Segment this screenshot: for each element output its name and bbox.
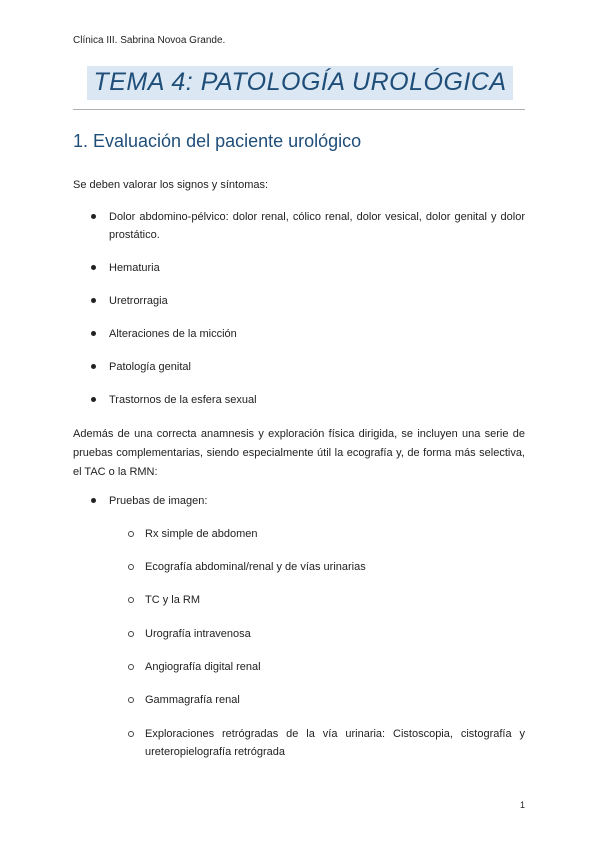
body-paragraph: Además de una correcta anamnesis y exploración física dirigida, se incluyen una serie de pruebas complementarias, siendo especialmente útil la ecografía y, de forma más selectiva, el TAC o la RMN: <box>73 428 525 478</box>
circle-bullet-icon <box>128 597 134 603</box>
sub-list-item <box>128 658 525 676</box>
sub-list-item <box>128 558 525 576</box>
sub-list-item-text: Gammagrafía renal <box>145 694 240 706</box>
sub-list-item <box>128 625 525 643</box>
list-item <box>91 325 525 343</box>
sub-list-item-text: Rx simple de abdomen <box>145 528 258 540</box>
sub-list-item <box>128 591 525 609</box>
list-item <box>91 292 525 310</box>
circle-bullet-icon <box>128 631 134 637</box>
page-number: 1 <box>519 800 525 810</box>
list-item <box>91 492 525 510</box>
sub-list-item <box>128 725 525 761</box>
bullet-icon <box>91 498 96 503</box>
title-divider <box>73 109 525 110</box>
circle-bullet-icon <box>128 564 134 570</box>
list-item-text: Alteraciones de la micción <box>109 328 237 340</box>
list-item <box>91 358 525 376</box>
title-container <box>0 66 600 100</box>
list-item-text: Hematuria <box>109 262 160 274</box>
sub-list-item <box>128 525 525 543</box>
list-item <box>91 391 525 409</box>
bullet-icon <box>91 298 96 303</box>
list-item-text: Dolor abdomino-pélvico: dolor renal, cólico renal, dolor vesical, dolor genital y dolor prostático. <box>109 211 525 241</box>
circle-bullet-icon <box>128 731 134 737</box>
document-title: TEMA 4: PATOLOGÍA UROLÓGICA <box>87 66 512 100</box>
sub-list-item-text: Urografía intravenosa <box>145 628 251 640</box>
sub-list-item-text: TC y la RM <box>145 594 200 606</box>
list-item <box>91 208 525 244</box>
list-item <box>91 259 525 277</box>
sub-list-item <box>128 691 525 709</box>
page-header: Clínica III. Sabrina Novoa Grande. <box>73 35 226 46</box>
bullet-icon <box>91 214 96 219</box>
sub-list-item-text: Ecografía abdominal/renal y de vías urinarias <box>145 561 366 573</box>
section-heading: 1. Evaluación del paciente urológico <box>73 131 362 151</box>
circle-bullet-icon <box>128 531 134 537</box>
bullet-icon <box>91 265 96 270</box>
bullet-icon <box>91 397 96 402</box>
sub-list-item-text: Angiografía digital renal <box>145 661 261 673</box>
bullet-icon <box>91 364 96 369</box>
bullet-icon <box>91 331 96 336</box>
list-item-text: Uretrorragia <box>109 295 168 307</box>
list-item-text: Patología genital <box>109 361 191 373</box>
circle-bullet-icon <box>128 664 134 670</box>
list-item-text: Pruebas de imagen: <box>109 495 208 507</box>
list-item-text: Trastornos de la esfera sexual <box>109 394 257 406</box>
circle-bullet-icon <box>128 697 134 703</box>
sub-list-item-text: Exploraciones retrógradas de la vía urinaria: Cistoscopia, cistografía y ureteropielografía retrógrada <box>145 728 525 758</box>
intro-paragraph: Se deben valorar los signos y síntomas: <box>73 179 269 191</box>
